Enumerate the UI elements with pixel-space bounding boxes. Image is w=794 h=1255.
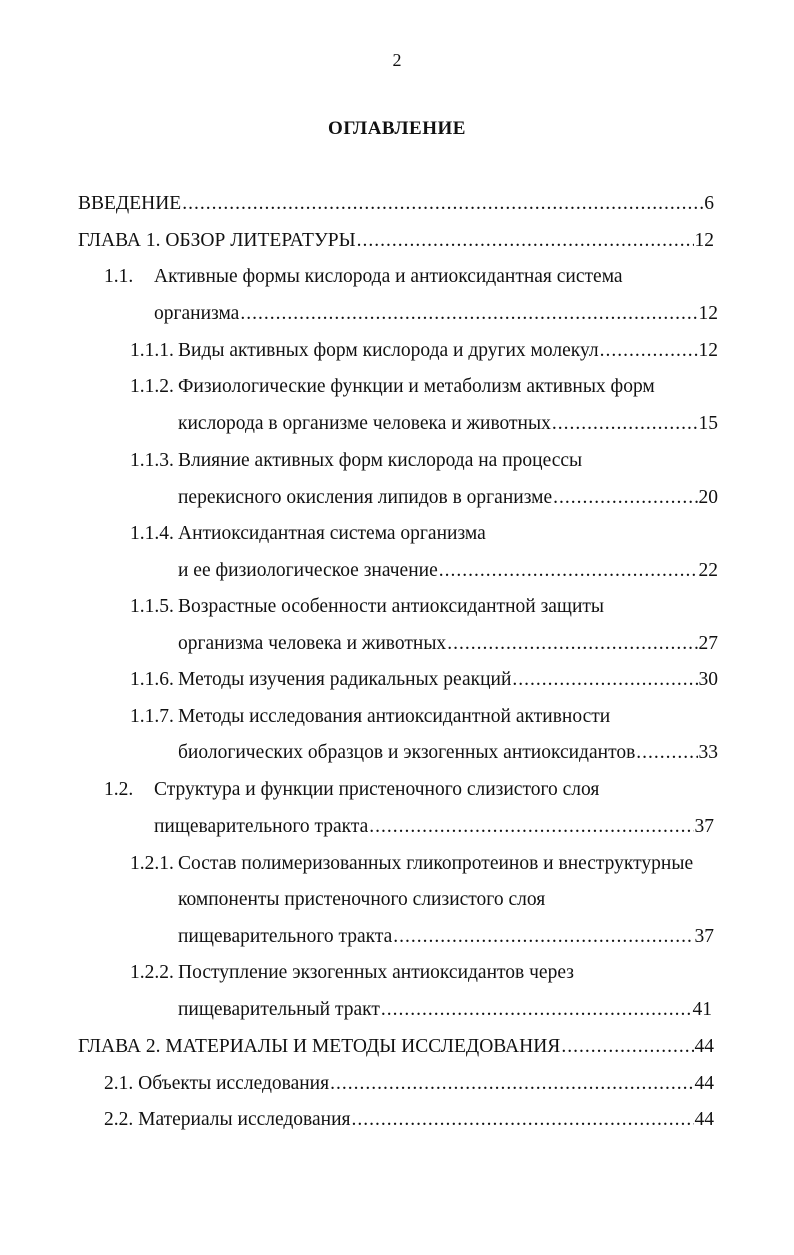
dot-leader bbox=[393, 924, 693, 950]
toc-page-number: 22 bbox=[698, 560, 718, 581]
toc-entry-title-cont: кислорода в организме человека и животных bbox=[178, 413, 551, 434]
toc-entry-1-1-7-continuation[interactable] bbox=[178, 740, 718, 766]
dot-leader bbox=[357, 228, 694, 254]
toc-page-number: 44 bbox=[694, 1073, 714, 1094]
toc-entry-title: Возрастные особенности антиоксидантной защиты bbox=[178, 596, 605, 617]
toc-entry-number: 1.1.4. bbox=[130, 523, 174, 544]
toc-page-number: 20 bbox=[698, 487, 718, 508]
toc-entry-1-1-4[interactable] bbox=[130, 521, 718, 547]
toc-entry-title: Активные формы кислорода и антиоксидантная система bbox=[154, 266, 623, 287]
toc-entry-1-1-2[interactable] bbox=[130, 374, 718, 400]
toc-entry-title: ВВЕДЕНИЕ bbox=[78, 193, 182, 214]
toc-entry-1-2-1[interactable] bbox=[130, 851, 718, 877]
toc-entry-title-cont: компоненты пристеночного слизистого слоя bbox=[178, 889, 546, 910]
toc-entry-title-cont: пищеварительный тракт bbox=[178, 999, 380, 1020]
toc-entry-1-1-3-continuation[interactable] bbox=[178, 485, 718, 511]
toc-entry-title: Антиоксидантная система организма bbox=[178, 523, 486, 544]
toc-entry-1-1[interactable] bbox=[104, 264, 714, 290]
toc-entry-1-1-1[interactable] bbox=[130, 338, 718, 364]
toc-entry-title: Поступление экзогенных антиоксидантов через bbox=[178, 962, 574, 983]
toc-entry-number: 1.1.7. bbox=[130, 706, 174, 727]
toc-entry-number: 1.2. bbox=[104, 779, 134, 800]
toc-entry-1-1-2-continuation[interactable] bbox=[178, 411, 718, 437]
toc-page-number: 12 bbox=[694, 230, 714, 251]
dot-leader bbox=[352, 1107, 694, 1133]
toc-page-number: 6 bbox=[704, 193, 714, 214]
dot-leader bbox=[600, 338, 698, 364]
toc-entry-title: ГЛАВА 2. МАТЕРИАЛЫ И МЕТОДЫ ИССЛЕДОВАНИЯ bbox=[78, 1036, 561, 1057]
toc-entry-2-1[interactable] bbox=[104, 1071, 714, 1097]
toc-entry-title: 2.1. Объекты исследования bbox=[104, 1073, 330, 1094]
toc-entry-title-cont: организма bbox=[154, 303, 240, 324]
toc-entry-number: 1.2.1. bbox=[130, 853, 174, 874]
toc-entry-number: 1.1.5. bbox=[130, 596, 174, 617]
toc-entry-1-1-7[interactable] bbox=[130, 704, 718, 730]
toc-entry-title: Физиологические функции и метаболизм активных форм bbox=[178, 376, 655, 397]
toc-entry-1-2-1-continuation-2[interactable] bbox=[178, 924, 714, 950]
toc-entry-1-2-continuation[interactable] bbox=[154, 814, 714, 840]
toc-entry-title-cont: организма человека и животных bbox=[178, 633, 447, 654]
toc-page-number: 15 bbox=[698, 413, 718, 434]
toc-page-number: 12 bbox=[698, 340, 718, 361]
dot-leader bbox=[330, 1071, 693, 1097]
dot-leader bbox=[552, 411, 698, 437]
toc-entry-number: 1.2.2. bbox=[130, 962, 174, 983]
toc-entry-number: 1.1.1. bbox=[130, 340, 174, 361]
toc-page-number: 37 bbox=[694, 926, 714, 947]
dot-leader bbox=[512, 667, 697, 693]
toc-entry-title-cont: пищеварительного тракта bbox=[154, 816, 369, 837]
toc-entry-number: 1.1.3. bbox=[130, 450, 174, 471]
toc-entry-title-cont: биологических образцов и экзогенных антиоксидантов bbox=[178, 742, 636, 763]
toc-entry-1-1-continuation[interactable] bbox=[154, 301, 718, 327]
dot-leader bbox=[636, 740, 697, 766]
toc-entry-title: Состав полимеризованных гликопротеинов и внеструктурные bbox=[178, 853, 694, 874]
page-number: 2 bbox=[392, 50, 402, 70]
dot-leader bbox=[381, 997, 692, 1023]
toc-entry-1-2[interactable] bbox=[104, 777, 714, 803]
toc-entry-1-1-3[interactable] bbox=[130, 448, 718, 474]
toc-entry-introduction[interactable] bbox=[78, 191, 714, 217]
toc-entry-title: Структура и функции пристеночного слизистого слоя bbox=[154, 779, 600, 800]
toc-entry-1-1-4-continuation[interactable] bbox=[178, 558, 718, 584]
toc-entry-title-cont: пищеварительного тракта bbox=[178, 926, 393, 947]
dot-leader bbox=[369, 814, 693, 840]
toc-entry-title: Виды активных форм кислорода и других молекул bbox=[178, 340, 599, 361]
dot-leader bbox=[553, 485, 697, 511]
dot-leader bbox=[240, 301, 697, 327]
toc-entry-title: 2.2. Материалы исследования bbox=[104, 1109, 351, 1130]
toc-page-number: 12 bbox=[698, 303, 718, 324]
dot-leader bbox=[447, 631, 697, 657]
toc-page-number: 27 bbox=[698, 633, 718, 654]
toc-entry-number: 1.1. bbox=[104, 266, 134, 287]
toc-entry-1-1-5-continuation[interactable] bbox=[178, 631, 718, 657]
toc-entry-chapter-1[interactable] bbox=[78, 228, 714, 254]
toc-entry-title: Методы изучения радикальных реакций bbox=[178, 669, 512, 690]
toc-page-number: 37 bbox=[694, 816, 714, 837]
toc-page-number: 41 bbox=[692, 999, 712, 1020]
toc-entry-2-2[interactable] bbox=[104, 1107, 714, 1133]
toc-entry-1-2-2-continuation[interactable] bbox=[178, 997, 712, 1023]
dot-leader bbox=[439, 558, 698, 584]
toc-entry-number: 1.1.2. bbox=[130, 376, 174, 397]
toc-page-number: 30 bbox=[698, 669, 718, 690]
toc-entry-chapter-2[interactable] bbox=[78, 1034, 714, 1060]
toc-entry-title-cont: и ее физиологическое значение bbox=[178, 560, 438, 581]
toc-page-number: 33 bbox=[698, 742, 718, 763]
toc-entry-title-cont: перекисного окисления липидов в организме bbox=[178, 487, 553, 508]
toc-entry-number: 1.1.6. bbox=[130, 669, 174, 690]
toc-entry-1-1-5[interactable] bbox=[130, 594, 718, 620]
toc-entry-title: ГЛАВА 1. ОБЗОР ЛИТЕРАТУРЫ bbox=[78, 230, 356, 251]
toc-entry-1-2-2[interactable] bbox=[130, 960, 718, 986]
dot-leader bbox=[561, 1034, 693, 1060]
toc-entry-1-1-6[interactable] bbox=[130, 667, 718, 693]
toc-page-number: 44 bbox=[694, 1109, 714, 1130]
toc-entry-title: Методы исследования антиоксидантной активности bbox=[178, 706, 611, 727]
toc-heading: ОГЛАВЛЕНИЕ bbox=[328, 118, 466, 139]
toc-entry-title: Влияние активных форм кислорода на процессы bbox=[178, 450, 583, 471]
toc-entry-1-2-1-continuation-1[interactable] bbox=[178, 887, 718, 913]
dot-leader bbox=[182, 191, 703, 217]
toc-page-number: 44 bbox=[694, 1036, 714, 1057]
